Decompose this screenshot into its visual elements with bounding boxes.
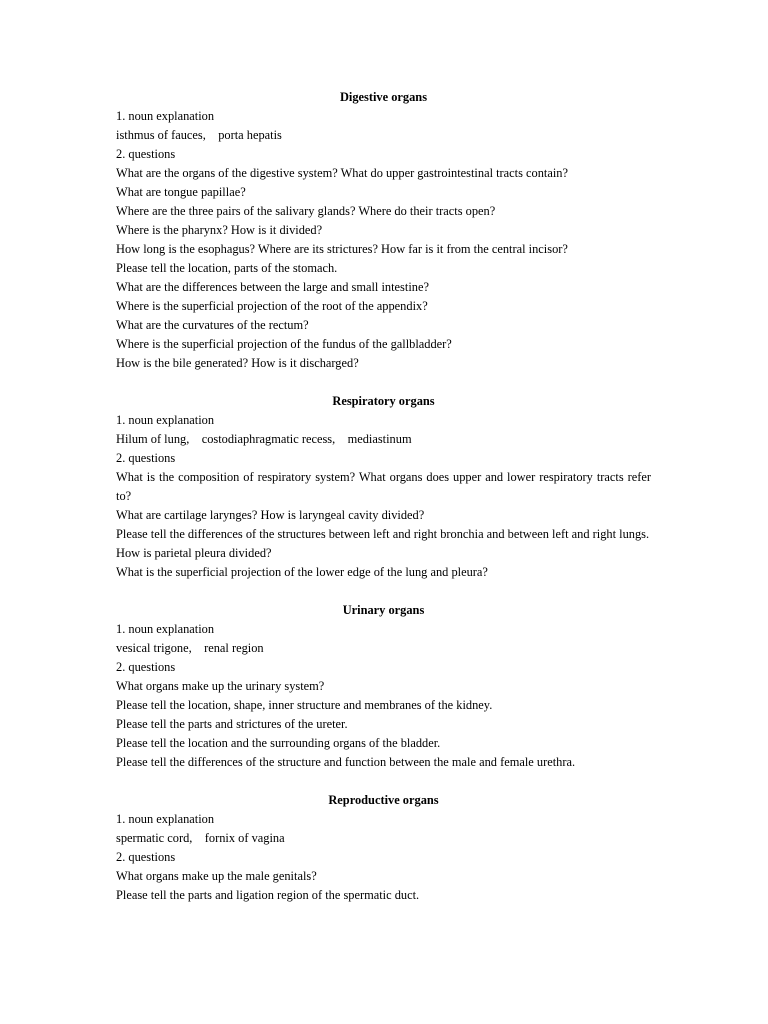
question-item: Please tell the differences of the structures between left and right bronchia and between left and right lungs. bbox=[116, 527, 650, 541]
question-item: Please tell the location, parts of the stomach. bbox=[116, 261, 338, 275]
question-item: What organs make up the urinary system? bbox=[116, 679, 325, 693]
noun-terms: isthmus of fauces, porta hepatis bbox=[116, 128, 282, 142]
section-heading: Urinary organs bbox=[342, 603, 425, 617]
question-item: What are the organs of the digestive system? What do upper gastrointestinal tracts contain? bbox=[116, 166, 569, 180]
section-urinary-organs bbox=[116, 601, 651, 772]
section-reproductive-organs bbox=[116, 791, 651, 905]
question-item: What are the curvatures of the rectum? bbox=[116, 318, 309, 332]
questions-label: 2. questions bbox=[116, 451, 176, 465]
noun-terms: Hilum of lung, costodiaphragmatic recess, mediastinum bbox=[116, 432, 412, 446]
question-item: Where is the superficial projection of the root of the appendix? bbox=[116, 299, 428, 313]
question-item: How is the bile generated? How is it discharged? bbox=[116, 356, 359, 370]
question-item: Where is the pharynx? How is it divided? bbox=[116, 223, 323, 237]
questions-label: 2. questions bbox=[116, 850, 176, 864]
questions-label: 2. questions bbox=[116, 660, 176, 674]
section-heading: Digestive organs bbox=[339, 90, 428, 104]
question-item: What organs make up the male genitals? bbox=[116, 869, 317, 883]
noun-terms: spermatic cord, fornix of vagina bbox=[116, 831, 285, 845]
question-item: What are tongue papillae? bbox=[116, 185, 246, 199]
question-item: Where are the three pairs of the salivary glands? Where do their tracts open? bbox=[116, 204, 496, 218]
question-item: Please tell the location and the surrounding organs of the bladder. bbox=[116, 736, 441, 750]
noun-explanation-label: 1. noun explanation bbox=[116, 812, 215, 826]
question-item: What are cartilage larynges? How is laryngeal cavity divided? bbox=[116, 508, 425, 522]
section-respiratory-organs bbox=[116, 392, 651, 582]
section-digestive-organs bbox=[116, 88, 651, 373]
question-item: Please tell the differences of the structure and function between the male and female urethra. bbox=[116, 755, 576, 769]
question-item: What are the differences between the large and small intestine? bbox=[116, 280, 429, 294]
question-item: Please tell the parts and ligation region of the spermatic duct. bbox=[116, 888, 420, 902]
document-page bbox=[116, 88, 651, 905]
question-item: What is the composition of respiratory system? What organs does upper and lower respiratory tracts refer to? bbox=[116, 470, 651, 503]
question-item: How long is the esophagus? Where are its strictures? How far is it from the central incisor? bbox=[116, 242, 568, 256]
noun-explanation-label: 1. noun explanation bbox=[116, 109, 215, 123]
question-item: How is parietal pleura divided? bbox=[116, 546, 272, 560]
question-item: What is the superficial projection of the lower edge of the lung and pleura? bbox=[116, 565, 488, 579]
section-heading: Reproductive organs bbox=[328, 793, 439, 807]
noun-explanation-label: 1. noun explanation bbox=[116, 413, 215, 427]
section-heading: Respiratory organs bbox=[332, 394, 435, 408]
noun-terms: vesical trigone, renal region bbox=[116, 641, 264, 655]
questions-label: 2. questions bbox=[116, 147, 176, 161]
question-item: Please tell the parts and strictures of the ureter. bbox=[116, 717, 348, 731]
question-item: Please tell the location, shape, inner structure and membranes of the kidney. bbox=[116, 698, 493, 712]
noun-explanation-label: 1. noun explanation bbox=[116, 622, 215, 636]
question-item: Where is the superficial projection of the fundus of the gallbladder? bbox=[116, 337, 452, 351]
